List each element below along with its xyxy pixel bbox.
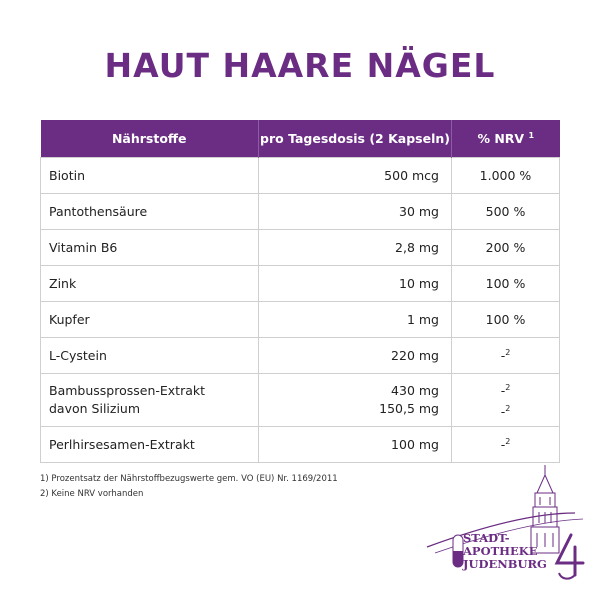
nrv-dash: - <box>500 437 506 453</box>
row-dose: 30 mg <box>259 194 452 230</box>
table-row <box>41 338 560 374</box>
row-nrv: 100 % <box>452 266 560 302</box>
nrv-dash: - <box>500 348 506 364</box>
row-dose: 2,8 mg <box>259 230 452 266</box>
row-nrv: 100 % <box>452 302 560 338</box>
footnote-2: 2) Keine NRV vorhanden <box>40 489 144 499</box>
row-nrv: 1.000 % <box>452 158 560 194</box>
nrv-footnote: 2 <box>505 347 511 357</box>
row-nrv: 200 % <box>452 230 560 266</box>
logo-line-1: STADT- <box>463 531 510 545</box>
page-title: HAUT HAARE NÄGEL <box>104 46 496 85</box>
table-row <box>41 230 560 266</box>
header-nrv-footnote: 1 <box>528 130 535 140</box>
row-nrv <box>452 338 560 374</box>
table-row <box>41 158 560 194</box>
row-name: Vitamin B6 <box>41 230 259 266</box>
row-name: Kupfer <box>41 302 259 338</box>
pharmacy-logo-text <box>463 532 547 571</box>
row-name-line1: Bambussprossen-Extrakt <box>49 383 206 398</box>
row-nrv <box>452 427 560 463</box>
row-name: L-Cystein <box>41 338 259 374</box>
row-dose: 10 mg <box>259 266 452 302</box>
row-dose <box>259 374 452 427</box>
table-row <box>41 427 560 463</box>
table-row <box>41 374 560 427</box>
row-name: Perlhirsesamen-Extrakt <box>41 427 259 463</box>
footnote-1: 1) Prozentsatz der Nährstoffbezugswerte gem. VO (EU) Nr. 1169/2011 <box>40 474 338 484</box>
row-nrv <box>452 374 560 427</box>
row-nrv-line2 <box>464 400 547 421</box>
row-name-line2: davon Silizium <box>49 401 141 416</box>
header-dose: pro Tagesdosis (2 Kapseln) <box>259 120 452 158</box>
row-nrv-line1 <box>464 379 547 400</box>
nrv-footnote: 2 <box>505 436 511 446</box>
row-name <box>41 374 259 427</box>
row-dose-line1: 430 mg <box>391 383 439 398</box>
footnotes <box>40 472 338 502</box>
logo-line-3: JUDENBURG <box>463 557 547 571</box>
row-name: Pantothensäure <box>41 194 259 230</box>
header-nutrients: Nährstoffe <box>41 120 259 158</box>
row-dose: 1 mg <box>259 302 452 338</box>
nrv-dash: - <box>500 383 506 398</box>
row-dose-line2: 150,5 mg <box>379 401 439 416</box>
table-header-row <box>41 120 560 158</box>
row-dose: 220 mg <box>259 338 452 374</box>
table-row <box>41 194 560 230</box>
row-name: Zink <box>41 266 259 302</box>
row-name: Biotin <box>41 158 259 194</box>
table-row <box>41 302 560 338</box>
nrv-footnote: 2 <box>505 382 511 392</box>
table-row <box>41 266 560 302</box>
nrv-dash: - <box>500 404 506 420</box>
row-dose: 100 mg <box>259 427 452 463</box>
logo-line-2: APOTHEKE <box>463 544 538 558</box>
header-nrv <box>452 120 560 158</box>
row-dose: 500 mcg <box>259 158 452 194</box>
nrv-footnote: 2 <box>505 404 511 413</box>
header-nrv-label: % NRV <box>477 131 525 147</box>
nutrient-table <box>40 120 560 463</box>
row-nrv: 500 % <box>452 194 560 230</box>
